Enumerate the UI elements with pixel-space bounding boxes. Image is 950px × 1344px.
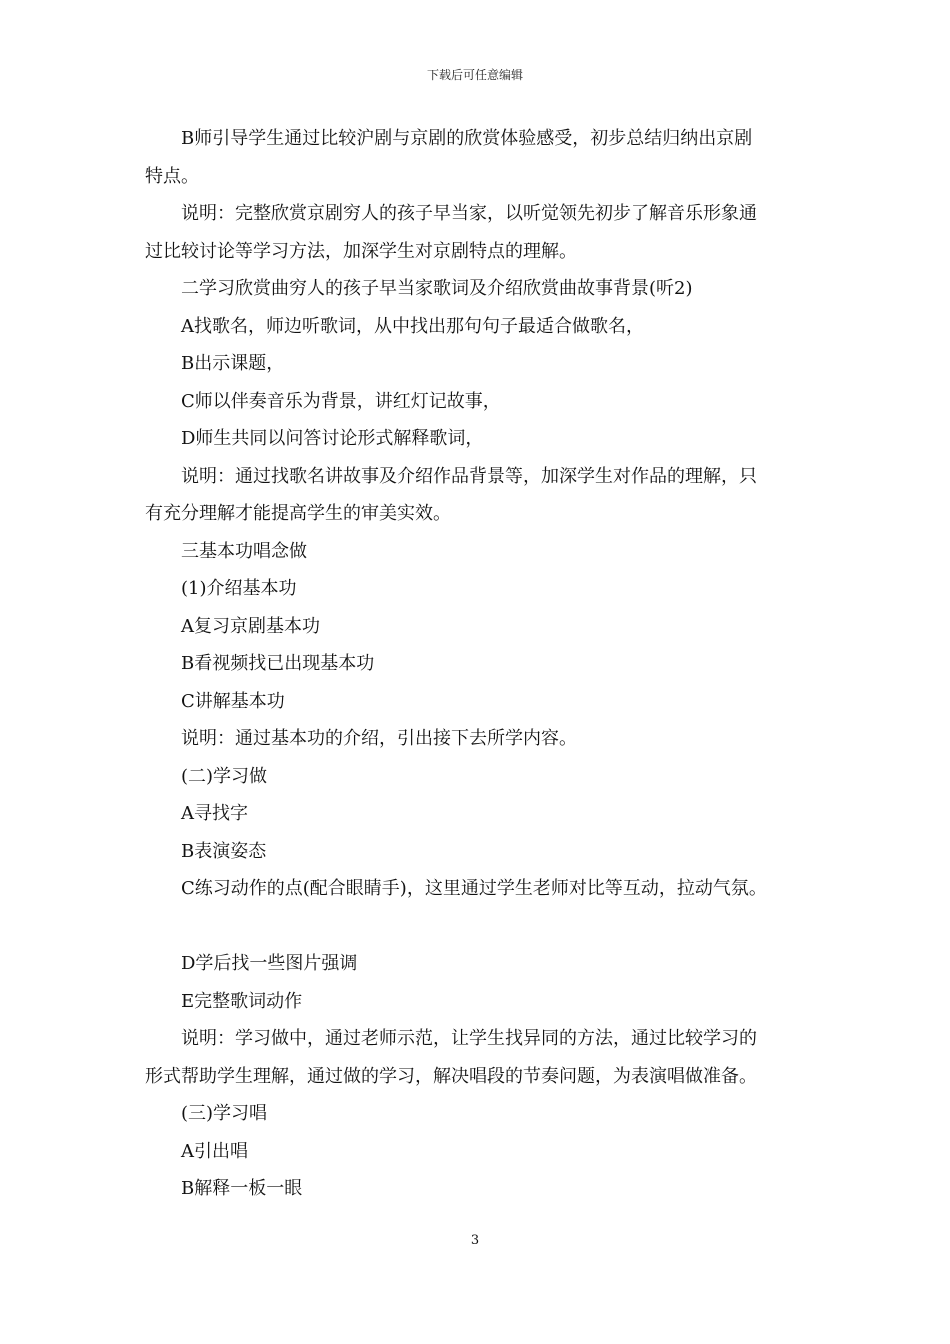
- paragraph-line: 特点。: [145, 165, 199, 187]
- paragraph-line: 有充分理解才能提高学生的审美实效。: [145, 503, 451, 524]
- paragraph-line: 说明：学习做中，通过老师示范，让学生找异同的方法，通过比较学习的: [181, 1028, 757, 1049]
- list-item: C讲解基本功: [181, 690, 285, 712]
- section-heading: 三基本功唱念做: [181, 540, 307, 562]
- paragraph-line: 说明：通过基本功的介绍，引出接下去所学内容。: [181, 728, 577, 749]
- list-item: A复习京剧基本功: [181, 615, 320, 637]
- list-item: B表演姿态: [181, 840, 267, 862]
- paragraph-line: 说明：通过找歌名讲故事及介绍作品背景等，加深学生对作品的理解，只: [181, 465, 757, 487]
- list-item: D师生共同以问答讨论形式解释歌词，: [181, 428, 484, 449]
- list-item: B出示课题，: [181, 353, 285, 374]
- list-item: B解释一板一眼: [181, 1178, 303, 1199]
- page-number: 3: [470, 1233, 480, 1248]
- list-item: C练习动作的点(配合眼睛手)，这里通过学生老师对比等互动，拉动气氛。: [181, 878, 767, 899]
- page-header: 下载后可任意编辑: [426, 68, 523, 82]
- list-item: C师以伴奏音乐为背景，讲红灯记故事，: [181, 390, 501, 412]
- paragraph-line: 过比较讨论等学习方法，加深学生对京剧特点的理解。: [145, 240, 577, 262]
- list-item: E完整歌词动作: [181, 990, 303, 1012]
- paragraph-line: 说明：完整欣赏京剧穷人的孩子早当家，以听觉领先初步了解音乐形象通: [181, 203, 757, 224]
- paragraph-line: B师引导学生通过比较沪剧与京剧的欣赏体验感受，初步总结归纳出京剧: [181, 128, 753, 149]
- subsection-heading: (二)学习做: [181, 765, 268, 787]
- subsection-heading: (1)介绍基本功: [181, 578, 297, 599]
- list-item: A寻找字: [181, 803, 248, 824]
- subsection-heading: (三)学习唱: [181, 1103, 268, 1124]
- paragraph-line: 形式帮助学生理解，通过做的学习，解决唱段的节奏问题，为表演唱做准备。: [145, 1065, 757, 1087]
- list-item: A找歌名，师边听歌词，从中找出那句句子最适合做歌名，: [181, 315, 644, 337]
- list-item: B看视频找已出现基本功: [181, 653, 375, 674]
- section-heading: 二学习欣赏曲穷人的孩子早当家歌词及介绍欣赏曲故事背景(听2): [181, 278, 693, 299]
- document-body: [145, 120, 825, 1208]
- list-item: D学后找一些图片强调: [181, 953, 358, 974]
- list-item: A引出唱: [181, 1140, 248, 1162]
- blank-line: [145, 908, 825, 946]
